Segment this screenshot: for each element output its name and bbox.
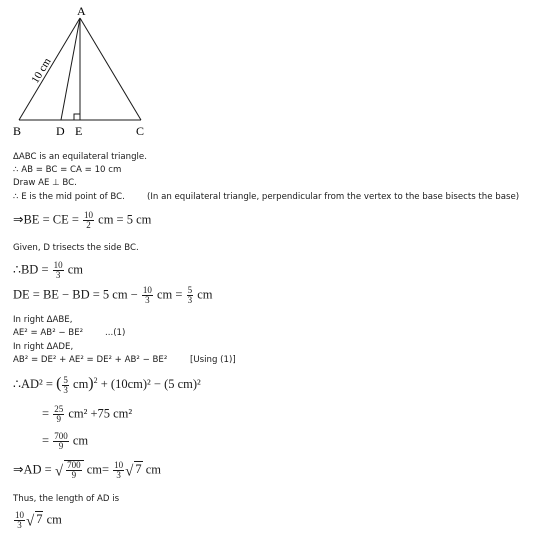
line-sides-equal: ∴ AB = BC = CA = 10 cm: [13, 165, 122, 175]
line-right-ade: In right ΔADE,: [13, 342, 74, 352]
line-right-abe: In right ΔABE,: [13, 315, 73, 325]
final-answer: $\frac{10}{3}$ √ 7 cm: [15, 510, 62, 530]
label-b: B: [13, 124, 22, 138]
line-midpoint-reason: (In an equilateral triangle, perpendicular from the vertex to the base bisects the base): [147, 192, 520, 202]
ref-using-1: [Using (1)]: [190, 355, 236, 365]
line-equilateral: ΔABC is an equilateral triangle.: [13, 152, 147, 162]
side-ac: [80, 18, 141, 120]
label-a: A: [77, 4, 86, 18]
line-midpoint: ∴ E is the mid point of BC.: [13, 192, 125, 202]
line-ae-squared: AE² = AB² − BE²: [13, 328, 84, 338]
equation-step-2: = $\frac{25}{9}$ cm² +75 cm²: [42, 404, 133, 424]
label-d: D: [56, 124, 65, 138]
equation-bd: ∴BD = $\frac{10}{3}$ cm: [13, 260, 84, 280]
equation-be-ce: ⇒BE = CE = $\frac{10}{2}$ cm = 5 cm: [13, 210, 152, 230]
line-trisects: Given, D trisects the side BC.: [13, 243, 139, 253]
ref-1: ...(1): [105, 328, 126, 338]
triangle-figure: [0, 0, 160, 140]
line-draw-ae: Draw AE ⊥ BC.: [13, 178, 77, 188]
line-ab-squared: AB² = DE² + AE² = DE² + AB² − BE²: [13, 355, 168, 365]
label-c: C: [136, 124, 145, 138]
equation-ad-squared: ∴AD² = ( $\frac{5}{3}$ cm)$^2$ + (10cm)² − (5 cm)²: [13, 374, 201, 395]
equation-ad: ⇒AD = √ $\frac{700}{9}$ cm= $\frac{10}{3}$ √ 7 cm: [13, 460, 162, 480]
equation-de: DE = BE − BD = 5 cm − $\frac{10}{3}$ cm = $\frac{5}{3}$ cm: [13, 285, 213, 305]
equation-step-3: = $\frac{700}{9}$ cm: [42, 431, 89, 451]
label-e: E: [75, 124, 83, 138]
line-conclusion: Thus, the length of AD is: [13, 494, 120, 504]
label-side-ab: 10 cm: [29, 56, 54, 86]
right-angle-mark: [74, 114, 80, 120]
